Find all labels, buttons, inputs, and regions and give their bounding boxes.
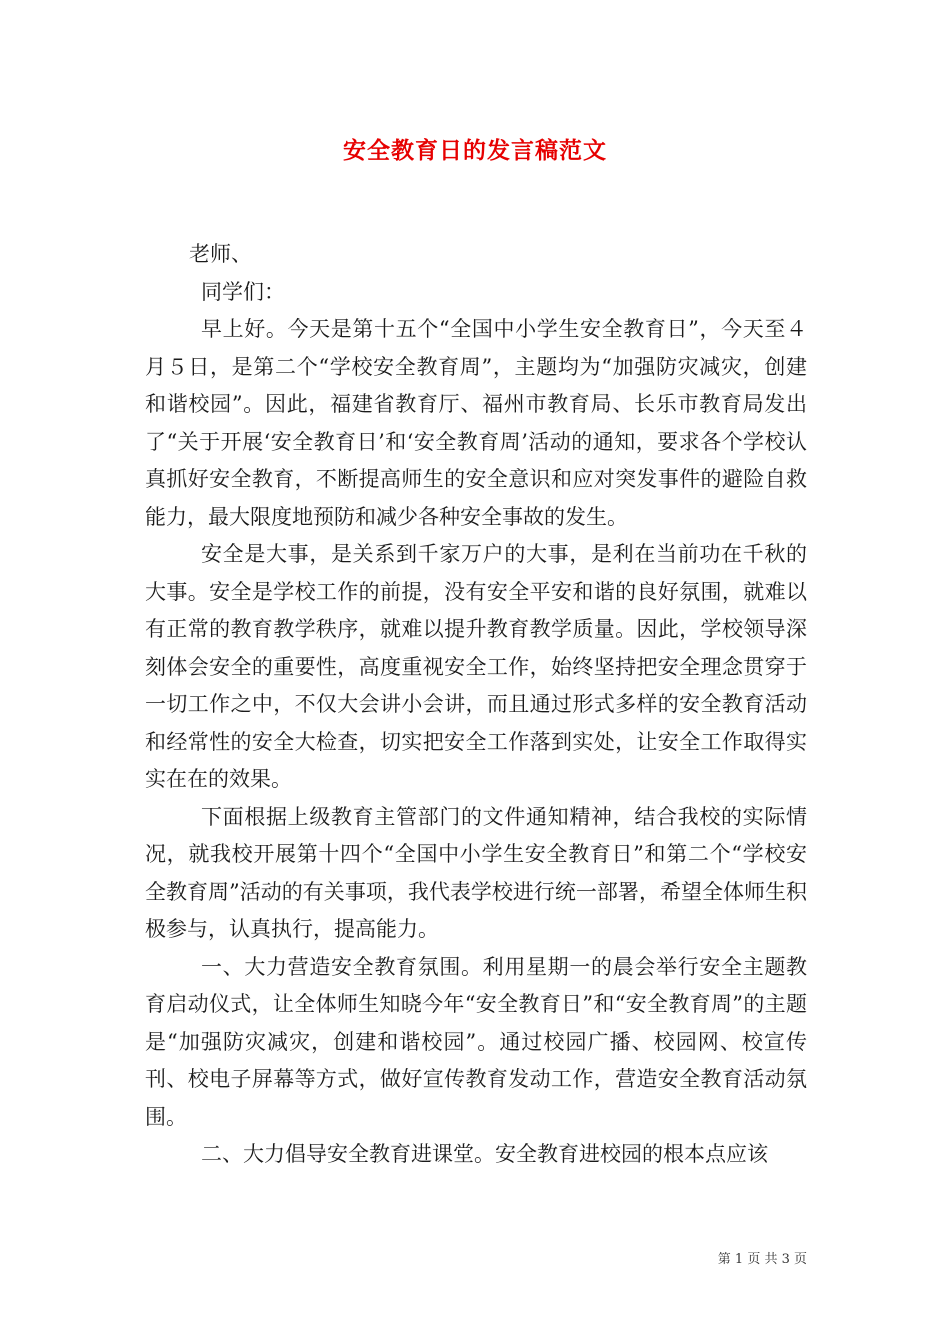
document-body — [145, 236, 807, 1174]
paragraph-5: 二、大力倡导安全教育进课堂。安全教育进校园的根本点应该 — [201, 1142, 768, 1166]
paragraph-1: 早上好。今天是第十五个“全国中小学生安全教育日”，今天至４月５日，是第二个“学校安全教育周”，主题均为“加强防灾减灾，创建和谐校园”。因此，福建省教育厅、福州市教育局、长乐市教育局发出了“关于开展‘安全教育日’和‘安全教育周’活动的通知，要求各个学校认真抓好安全教育，不断提高师生的安全意识和应对突发事件的避险自救能力，最大限度地预防和减少各种安全事故的发生。 — [145, 317, 807, 529]
salutation-line-2: 同学们： — [201, 279, 285, 304]
salutation-line-1: 老师、 — [189, 242, 252, 266]
page-number: 第 1 页 共 3 页 — [717, 1252, 807, 1267]
document-title: 安全教育日的发言稿范文 — [343, 138, 607, 164]
paragraph-3: 下面根据上级教育主管部门的文件通知精神，结合我校的实际情况，就我校开展第十四个“全国中小学生安全教育日”和第二个“学校安全教育周”活动的有关事项，我代表学校进行统一部署，希望全体师生积极参与，认真执行，提高能力。 — [145, 804, 807, 941]
paragraph-4: 一、大力营造安全教育氛围。利用星期一的晨会举行安全主题教育启动仪式，让全体师生知晓今年“安全教育日”和“安全教育周”的主题是“加强防灾减灾，创建和谐校园”。通过校园广播、校园网、校宣传刊、校电子屏幕等方式，做好宣传教育发动工作，营造安全教育活动氛围。 — [145, 954, 807, 1129]
paragraph-2: 安全是大事，是关系到千家万户的大事，是利在当前功在千秋的大事。安全是学校工作的前提，没有安全平安和谐的良好氛围，就难以有正常的教育教学秩序，就难以提升教育教学质量。因此，学校领导深刻体会安全的重要性，高度重视安全工作，始终坚持把安全理念贯穿于一切工作之中，不仅大会讲小会讲，而且通过形式多样的安全教育活动和经常性的安全大检查，切实把安全工作落到实处，让安全工作取得实实在在的效果。 — [145, 542, 807, 791]
